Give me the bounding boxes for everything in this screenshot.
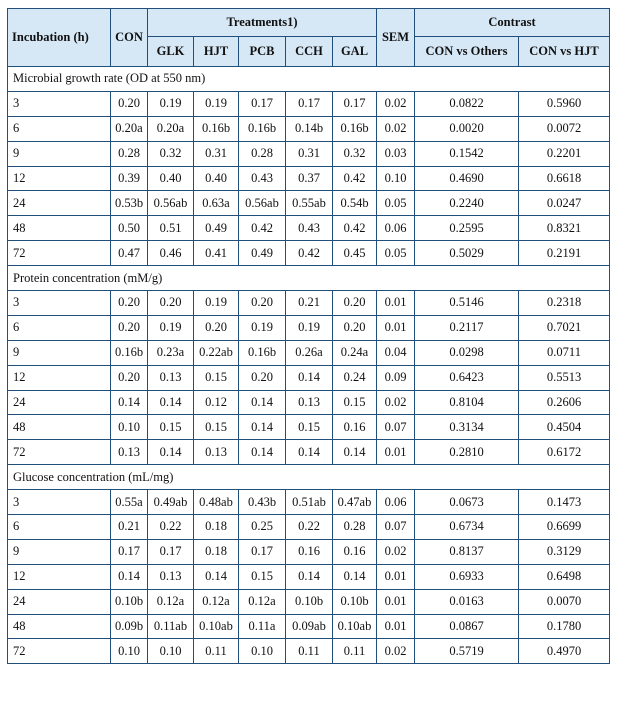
value-cell: 0.14 [333,440,377,465]
value-cell: 0.16b [194,116,239,141]
value-cell: 0.32 [148,141,194,166]
value-cell: 0.18 [194,515,239,540]
value-cell: 0.17 [111,539,148,564]
section-row [8,67,610,92]
incubation-cell: 9 [8,539,111,564]
table-row [8,340,610,365]
value-cell: 0.20a [111,116,148,141]
value-cell: 0.20 [111,91,148,116]
value-cell: 0.01 [377,614,415,639]
value-cell: 0.6933 [415,564,519,589]
incubation-header: Incubation (h) [8,9,111,67]
table-row [8,639,610,664]
value-cell: 0.20a [148,116,194,141]
value-cell: 0.10ab [194,614,239,639]
table-row [8,539,610,564]
value-cell: 0.11a [239,614,286,639]
value-cell: 0.20 [333,315,377,340]
value-cell: 0.39 [111,166,148,191]
value-cell: 0.42 [239,216,286,241]
value-cell: 0.20 [111,291,148,316]
value-cell: 0.1542 [415,141,519,166]
value-cell: 0.16b [239,340,286,365]
value-cell: 0.5719 [415,639,519,664]
value-cell: 0.6498 [519,564,610,589]
value-cell: 0.63a [194,191,239,216]
value-cell: 0.01 [377,315,415,340]
section-title: Glucose concentration (mL/mg) [8,465,610,490]
value-cell: 0.24 [333,365,377,390]
value-cell: 0.55a [111,490,148,515]
value-cell: 0.10 [239,639,286,664]
value-cell: 0.20 [239,365,286,390]
treatment-col-header: GLK [148,37,194,67]
value-cell: 0.31 [194,141,239,166]
section-title: Microbial growth rate (OD at 550 nm) [8,67,610,92]
value-cell: 0.03 [377,141,415,166]
value-cell: 0.23a [148,340,194,365]
value-cell: 0.42 [286,241,333,266]
incubation-cell: 3 [8,91,111,116]
value-cell: 0.14 [286,365,333,390]
treatments-header: Treatments1) [148,9,377,37]
incubation-cell: 6 [8,116,111,141]
table-row [8,91,610,116]
value-cell: 0.26a [286,340,333,365]
table-row [8,415,610,440]
value-cell: 0.14 [286,564,333,589]
value-cell: 0.50 [111,216,148,241]
value-cell: 0.01 [377,440,415,465]
value-cell: 0.10ab [333,614,377,639]
value-cell: 0.2117 [415,315,519,340]
treatment-col-header: CCH [286,37,333,67]
incubation-cell: 48 [8,614,111,639]
value-cell: 0.43b [239,490,286,515]
value-cell: 0.10 [377,166,415,191]
value-cell: 0.2191 [519,241,610,266]
value-cell: 0.14 [286,440,333,465]
value-cell: 0.19 [286,315,333,340]
value-cell: 0.10 [111,639,148,664]
table-row [8,315,610,340]
value-cell: 0.01 [377,589,415,614]
value-cell: 0.22 [148,515,194,540]
value-cell: 0.3129 [519,539,610,564]
value-cell: 0.55ab [286,191,333,216]
incubation-cell: 12 [8,166,111,191]
value-cell: 0.2606 [519,390,610,415]
value-cell: 0.2810 [415,440,519,465]
value-cell: 0.28 [239,141,286,166]
value-cell: 0.02 [377,390,415,415]
value-cell: 0.20 [148,291,194,316]
table-row [8,490,610,515]
value-cell: 0.24a [333,340,377,365]
value-cell: 0.19 [194,291,239,316]
value-cell: 0.0072 [519,116,610,141]
value-cell: 0.5960 [519,91,610,116]
incubation-cell: 3 [8,291,111,316]
table-row [8,440,610,465]
table-row [8,216,610,241]
value-cell: 0.21 [286,291,333,316]
value-cell: 0.14 [148,440,194,465]
incubation-cell: 24 [8,191,111,216]
value-cell: 0.49ab [148,490,194,515]
value-cell: 0.12a [239,589,286,614]
value-cell: 0.17 [286,91,333,116]
contrast-col-header: CON vs Others [415,37,519,67]
value-cell: 0.09ab [286,614,333,639]
section-title: Protein concentration (mM/g) [8,266,610,291]
value-cell: 0.49 [194,216,239,241]
incubation-cell: 72 [8,639,111,664]
table-row [8,365,610,390]
value-cell: 0.53b [111,191,148,216]
incubation-cell: 9 [8,340,111,365]
value-cell: 0.51 [148,216,194,241]
value-cell: 0.09b [111,614,148,639]
value-cell: 0.20 [111,315,148,340]
value-cell: 0.6699 [519,515,610,540]
value-cell: 0.49 [239,241,286,266]
value-cell: 0.8137 [415,539,519,564]
value-cell: 0.16b [239,116,286,141]
value-cell: 0.15 [286,415,333,440]
value-cell: 0.1473 [519,490,610,515]
con-header: CON [111,9,148,67]
value-cell: 0.6618 [519,166,610,191]
value-cell: 0.16 [333,539,377,564]
value-cell: 0.16b [333,116,377,141]
value-cell: 0.04 [377,340,415,365]
value-cell: 0.19 [239,315,286,340]
value-cell: 0.54b [333,191,377,216]
value-cell: 0.0070 [519,589,610,614]
value-cell: 0.42 [333,166,377,191]
value-cell: 0.0711 [519,340,610,365]
value-cell: 0.22ab [194,340,239,365]
value-cell: 0.20 [194,315,239,340]
value-cell: 0.06 [377,490,415,515]
value-cell: 0.5513 [519,365,610,390]
incubation-cell: 9 [8,141,111,166]
value-cell: 0.4504 [519,415,610,440]
results-table [7,8,610,664]
treatment-col-header: HJT [194,37,239,67]
value-cell: 0.21 [111,515,148,540]
value-cell: 0.01 [377,564,415,589]
section-row [8,266,610,291]
value-cell: 0.5146 [415,291,519,316]
value-cell: 0.28 [333,515,377,540]
value-cell: 0.10 [111,415,148,440]
contrast-header: Contrast [415,9,610,37]
value-cell: 0.12 [194,390,239,415]
value-cell: 0.17 [239,91,286,116]
value-cell: 0.4690 [415,166,519,191]
value-cell: 0.3134 [415,415,519,440]
value-cell: 0.11 [333,639,377,664]
table-row [8,116,610,141]
value-cell: 0.14b [286,116,333,141]
value-cell: 0.15 [148,415,194,440]
value-cell: 0.0822 [415,91,519,116]
value-cell: 0.02 [377,539,415,564]
table-row [8,291,610,316]
value-cell: 0.20 [333,291,377,316]
table-row [8,191,610,216]
incubation-cell: 6 [8,515,111,540]
value-cell: 0.25 [239,515,286,540]
value-cell: 0.15 [239,564,286,589]
value-cell: 0.2240 [415,191,519,216]
value-cell: 0.19 [194,91,239,116]
value-cell: 0.8321 [519,216,610,241]
value-cell: 0.07 [377,515,415,540]
incubation-cell: 3 [8,490,111,515]
incubation-cell: 48 [8,415,111,440]
value-cell: 0.28 [111,141,148,166]
value-cell: 0.1780 [519,614,610,639]
incubation-cell: 72 [8,241,111,266]
value-cell: 0.17 [148,539,194,564]
value-cell: 0.51ab [286,490,333,515]
value-cell: 0.15 [333,390,377,415]
table-row [8,241,610,266]
value-cell: 0.11 [286,639,333,664]
value-cell: 0.05 [377,241,415,266]
value-cell: 0.06 [377,216,415,241]
value-cell: 0.6172 [519,440,610,465]
value-cell: 0.10b [333,589,377,614]
value-cell: 0.16 [286,539,333,564]
value-cell: 0.13 [111,440,148,465]
value-cell: 0.8104 [415,390,519,415]
value-cell: 0.22 [286,515,333,540]
table-row [8,564,610,589]
value-cell: 0.0163 [415,589,519,614]
value-cell: 0.47ab [333,490,377,515]
value-cell: 0.5029 [415,241,519,266]
value-cell: 0.12a [194,589,239,614]
value-cell: 0.2318 [519,291,610,316]
value-cell: 0.12a [148,589,194,614]
value-cell: 0.45 [333,241,377,266]
value-cell: 0.31 [286,141,333,166]
table-row [8,390,610,415]
value-cell: 0.02 [377,91,415,116]
value-cell: 0.09 [377,365,415,390]
section-row [8,465,610,490]
value-cell: 0.6734 [415,515,519,540]
value-cell: 0.05 [377,191,415,216]
value-cell: 0.13 [194,440,239,465]
value-cell: 0.10b [111,589,148,614]
header-row-top [8,9,610,37]
value-cell: 0.41 [194,241,239,266]
value-cell: 0.20 [111,365,148,390]
value-cell: 0.47 [111,241,148,266]
incubation-cell: 24 [8,589,111,614]
value-cell: 0.0247 [519,191,610,216]
value-cell: 0.32 [333,141,377,166]
value-cell: 0.0020 [415,116,519,141]
value-cell: 0.2201 [519,141,610,166]
incubation-cell: 6 [8,315,111,340]
value-cell: 0.19 [148,91,194,116]
value-cell: 0.15 [194,415,239,440]
incubation-cell: 72 [8,440,111,465]
table-row [8,141,610,166]
value-cell: 0.14 [239,415,286,440]
value-cell: 0.07 [377,415,415,440]
value-cell: 0.11 [194,639,239,664]
value-cell: 0.14 [239,440,286,465]
table-row [8,589,610,614]
value-cell: 0.14 [111,390,148,415]
incubation-cell: 24 [8,390,111,415]
value-cell: 0.18 [194,539,239,564]
table-row [8,166,610,191]
value-cell: 0.14 [111,564,148,589]
value-cell: 0.17 [333,91,377,116]
value-cell: 0.20 [239,291,286,316]
value-cell: 0.14 [194,564,239,589]
value-cell: 0.0867 [415,614,519,639]
value-cell: 0.14 [333,564,377,589]
value-cell: 0.56ab [148,191,194,216]
value-cell: 0.13 [148,564,194,589]
value-cell: 0.11ab [148,614,194,639]
value-cell: 0.10 [148,639,194,664]
incubation-cell: 48 [8,216,111,241]
value-cell: 0.15 [194,365,239,390]
table-row [8,515,610,540]
value-cell: 0.43 [286,216,333,241]
value-cell: 0.02 [377,116,415,141]
value-cell: 0.0298 [415,340,519,365]
value-cell: 0.13 [148,365,194,390]
value-cell: 0.01 [377,291,415,316]
table-body [8,67,610,664]
value-cell: 0.40 [194,166,239,191]
value-cell: 0.2595 [415,216,519,241]
value-cell: 0.40 [148,166,194,191]
value-cell: 0.46 [148,241,194,266]
value-cell: 0.37 [286,166,333,191]
value-cell: 0.19 [148,315,194,340]
value-cell: 0.02 [377,639,415,664]
value-cell: 0.14 [239,390,286,415]
value-cell: 0.0673 [415,490,519,515]
value-cell: 0.56ab [239,191,286,216]
value-cell: 0.43 [239,166,286,191]
table-row [8,614,610,639]
incubation-cell: 12 [8,365,111,390]
value-cell: 0.6423 [415,365,519,390]
incubation-cell: 12 [8,564,111,589]
value-cell: 0.10b [286,589,333,614]
value-cell: 0.13 [286,390,333,415]
value-cell: 0.16 [333,415,377,440]
sem-header: SEM [377,9,415,67]
value-cell: 0.4970 [519,639,610,664]
value-cell: 0.17 [239,539,286,564]
treatment-col-header: GAL [333,37,377,67]
treatment-col-header: PCB [239,37,286,67]
value-cell: 0.7021 [519,315,610,340]
value-cell: 0.42 [333,216,377,241]
value-cell: 0.16b [111,340,148,365]
value-cell: 0.48ab [194,490,239,515]
contrast-col-header: CON vs HJT [519,37,610,67]
value-cell: 0.14 [148,390,194,415]
